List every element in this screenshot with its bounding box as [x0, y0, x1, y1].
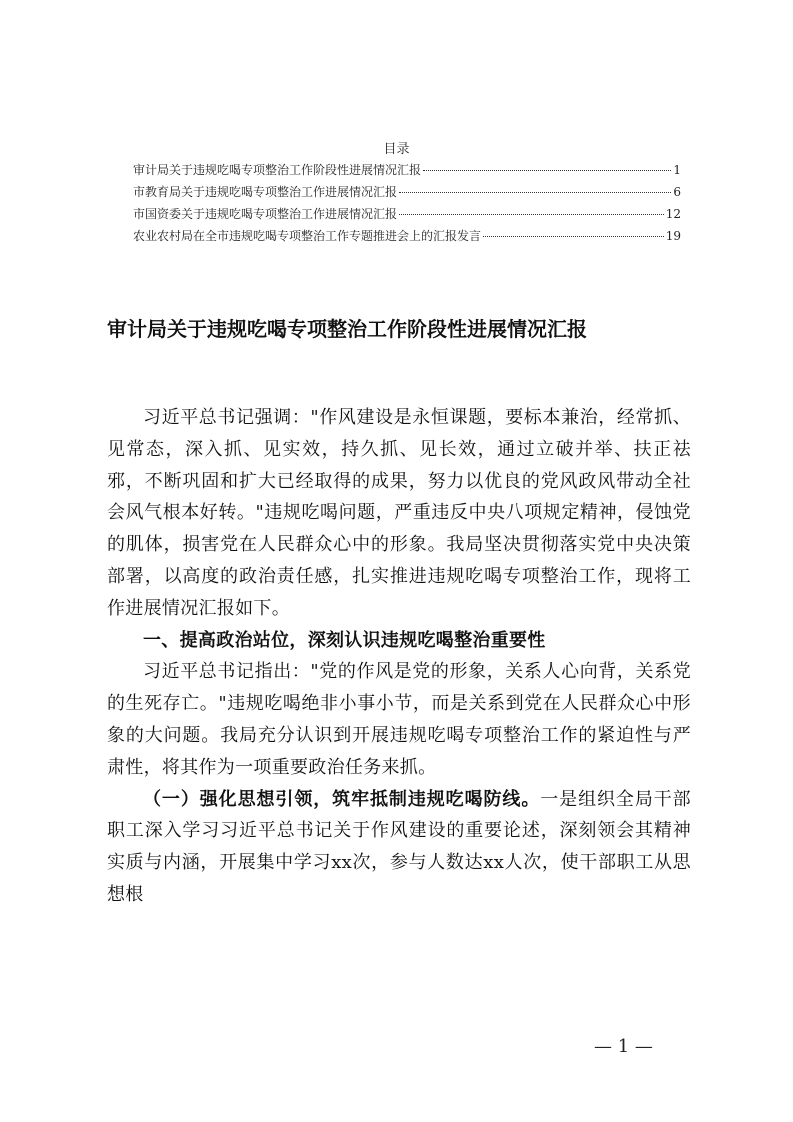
document-title: 审计局关于违规吃喝专项整治工作阶段性进展情况汇报: [107, 317, 587, 341]
paragraph-lead-sentence: （一）强化思想引领，筑牢抵制违规吃喝防线。: [143, 788, 541, 810]
toc-entry[interactable]: [133, 205, 681, 227]
body-paragraph: [107, 784, 691, 911]
toc-leader-dots: [399, 214, 664, 215]
table-of-contents: [133, 161, 681, 249]
toc-entry-page: 6: [673, 185, 681, 199]
toc-entry-page: 12: [665, 207, 681, 221]
toc-entry[interactable]: [133, 227, 681, 249]
section-heading: 一、提高政治站位，深刻认识违规吃喝整治重要性: [143, 629, 546, 651]
toc-entry-title: 审计局关于违规吃喝专项整治工作阶段性进展情况汇报: [133, 163, 422, 177]
toc-entry[interactable]: [133, 183, 681, 205]
toc-heading: 目录: [383, 142, 410, 157]
toc-entry-title: 市国资委关于违规吃喝专项整治工作进展情况汇报: [133, 207, 398, 221]
toc-entry-title: 农业农村局在全市违规吃喝专项整治工作专题推进会上的汇报发言: [133, 229, 482, 243]
toc-leader-dots: [423, 170, 671, 171]
body-paragraph: 习近平总书记指出："党的作风是党的形象，关系人心向背，关系党的生死存亡。"违规吃喝绝非小事小节，而是关系到党在人民群众心中形象的大问题。我局充分认识到开展违规吃喝专项整治工作的紧迫性与严肃性，将其作为一项重要政治任务来抓。: [107, 661, 691, 778]
body-paragraph: 习近平总书记强调："作风建设是永恒课题，要标本兼治，经常抓、见常态，深入抓、见实效，持久抓、见长效，通过立破并举、扶正祛邪，不断巩固和扩大已经取得的成果，努力以优良的党风政风带动全社会风气根本好转。"违规吃喝问题，严重违反中央八项规定精神，侵蚀党的肌体，损害党在人民群众心中的形象。我局坚决贯彻落实党中央决策部署，以高度的政治责任感，扎实推进违规吃喝专项整治工作，现将工作进展情况汇报如下。: [107, 407, 691, 619]
toc-entry[interactable]: [133, 161, 681, 183]
toc-entry-page: 1: [673, 163, 681, 177]
page-number: — 1 —: [594, 1036, 653, 1057]
document-body: [107, 402, 691, 911]
toc-entry-page: 19: [665, 229, 681, 243]
toc-entry-title: 市教育局关于违规吃喝专项整治工作进展情况汇报: [133, 185, 398, 199]
paragraph-text: 一是组织全局干部职工深入学习习近平总书记关于作风建设的重要论述，深刻领会其精神实质与内涵，开展集中学习xx次，参与人数达xx人次，使干部职工从思想根: [107, 788, 691, 905]
toc-leader-dots: [399, 192, 671, 193]
toc-leader-dots: [483, 236, 664, 237]
